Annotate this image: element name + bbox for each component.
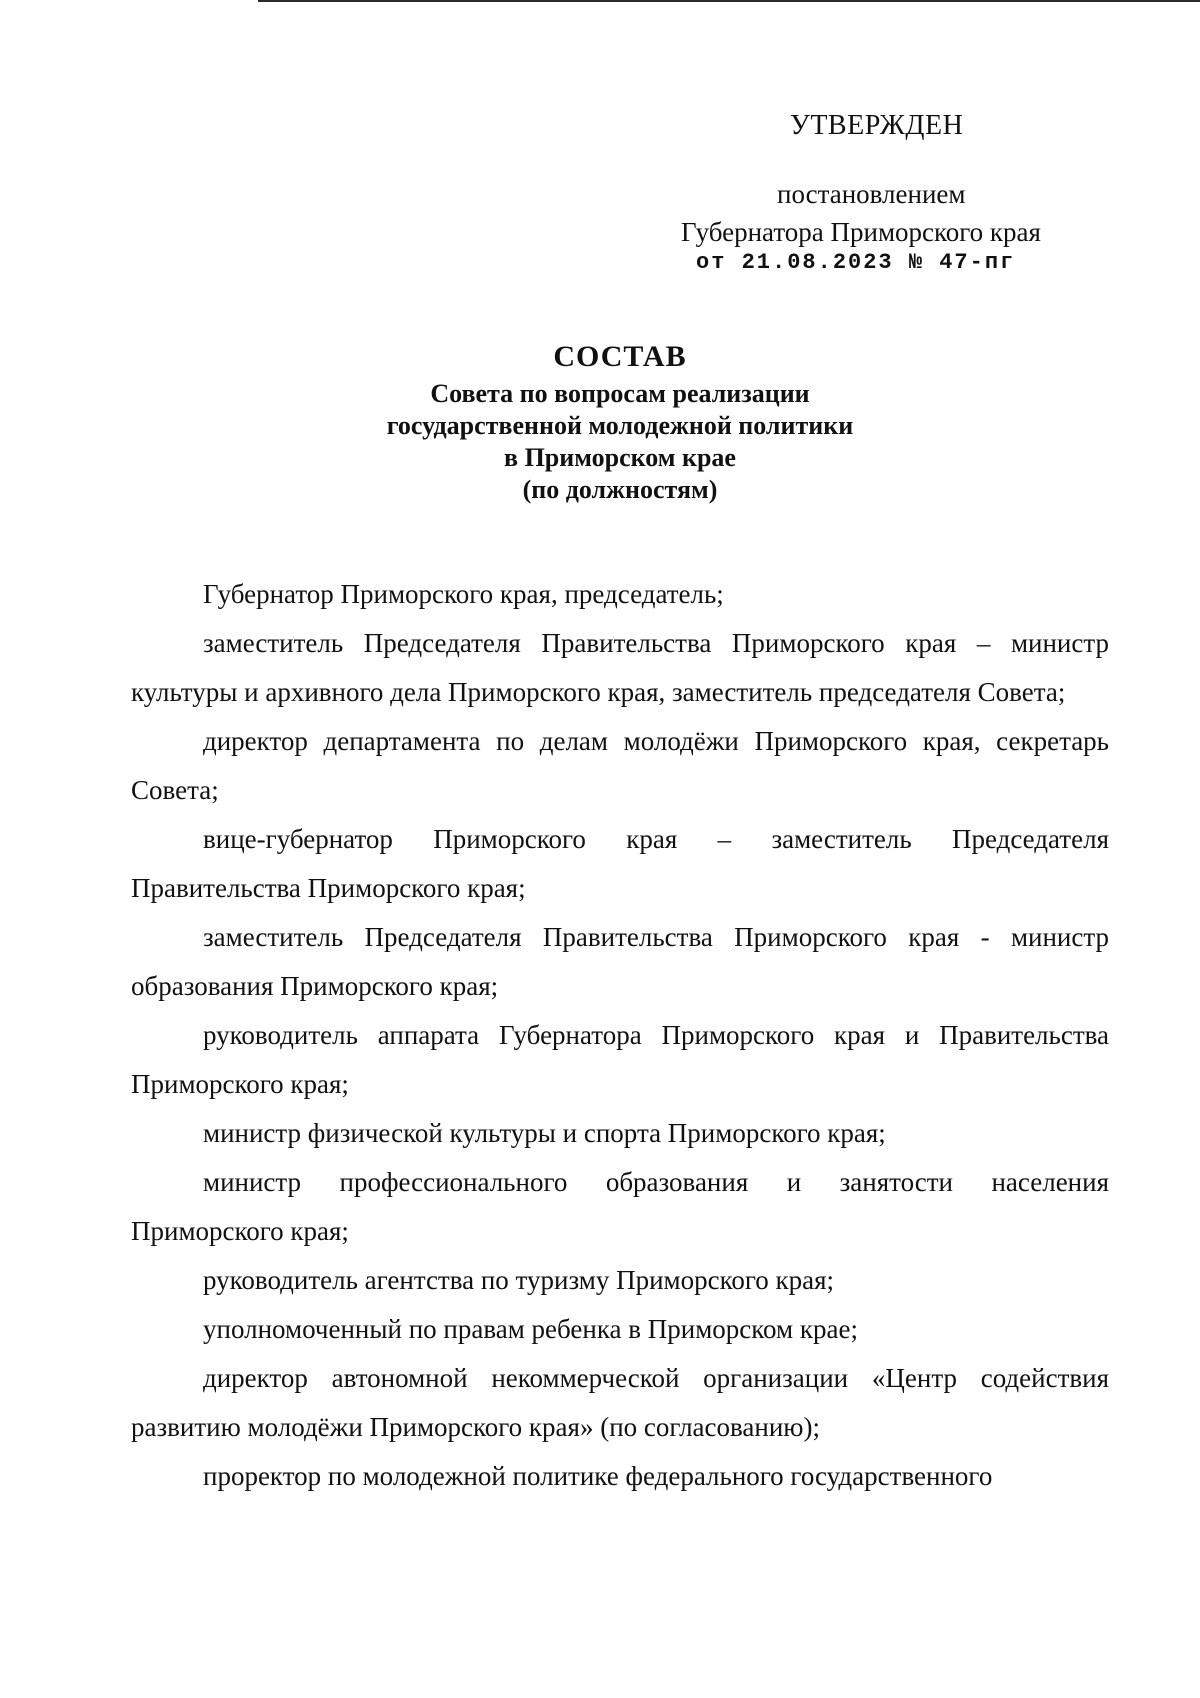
top-border-line — [258, 0, 1200, 2]
approval-decree-label: постановлением — [777, 179, 966, 209]
title-line-3: в Приморском крае — [504, 443, 736, 472]
member-item: директор департамента по делам молодёжи Приморского края, секретарь Совета; — [131, 726, 1109, 805]
approval-governor-label: Губернатора Приморского края — [681, 217, 1041, 247]
member-item: министр профессионального образования и занятости населения Приморского края; — [131, 1167, 1109, 1246]
member-item: руководитель агентства по туризму Приморского края; — [203, 1265, 835, 1295]
member-item: вице-губернатор Приморского края – заместитель Председателя Правительства Приморского края; — [131, 824, 1109, 903]
title-main: СОСТАВ — [553, 340, 687, 373]
member-item: заместитель Председателя Правительства Приморского края - министр образования Приморского края; — [131, 922, 1109, 1001]
member-item: министр физической культуры и спорта Приморского края; — [203, 1118, 886, 1148]
approval-stamp-heading: УТВЕРЖДЕН — [790, 110, 964, 141]
members-list — [131, 570, 1109, 1501]
member-item: проректор по молодежной политике федерального государственного — [203, 1461, 993, 1491]
title-line-4: (по должностям) — [522, 475, 718, 504]
title-line-2: государственной молодежной политики — [386, 411, 854, 440]
member-item: уполномоченный по правам ребенка в Приморском крае; — [203, 1314, 858, 1344]
member-item: Губернатор Приморского края, председатель; — [203, 579, 724, 609]
member-item: руководитель аппарата Губернатора Приморского края и Правительства Приморского края; — [131, 1020, 1109, 1099]
title-line-1: Совета по вопросам реализации — [430, 379, 810, 408]
member-item: директор автономной некоммерческой организации «Центр содействия развитию молодёжи Приморского края» (по согласованию); — [131, 1363, 1109, 1442]
member-item: заместитель Председателя Правительства Приморского края – министр культуры и архивного дела Приморского края, заместитель председателя Совета; — [131, 628, 1109, 707]
document-title — [300, 338, 940, 506]
approval-date-number: от 21.08.2023 № 47-пг — [696, 250, 1016, 275]
